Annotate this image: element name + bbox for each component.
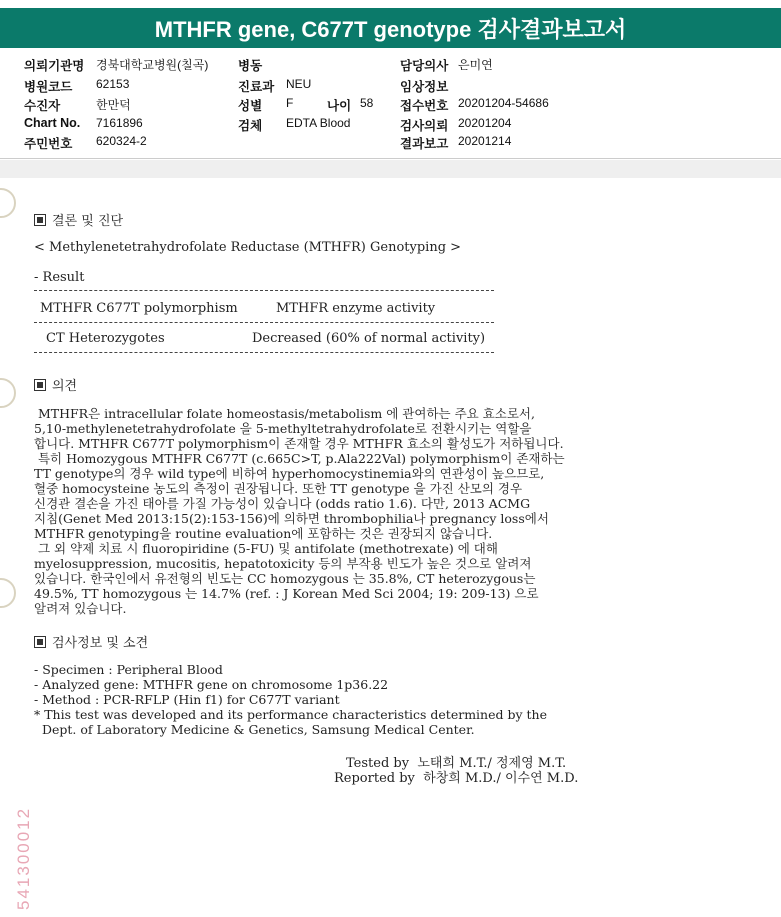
value-institution: 경북대학교병원(칠곡) <box>96 58 209 72</box>
label-request-date: 검사의뢰 <box>400 119 449 133</box>
opinion-line: 지침(Genet Med 2013:15(2):153-156)에 의하면 thrombophilia나 pregnancy loss에서 <box>34 511 549 526</box>
opinion-line: 49.5%, TT homozygous 는 14.7% (ref. : J Korean Med Sci 2004; 19: 209-13) 으로 <box>34 586 539 601</box>
value-accession-no: 20201204-54686 <box>458 96 549 110</box>
test-info-line: - Method : PCR-RFLP (Hin f1) for C677T variant <box>34 692 340 707</box>
section-conclusion-label: 결론 및 진단 <box>52 214 124 229</box>
label-specimen: 검체 <box>238 119 263 133</box>
table-value-genotype: CT Heterozygotes <box>46 331 165 346</box>
opinion-line: 특히 Homozygous MTHFR C677T (c.665C>T, p.Ala222Val) polymorphism이 존재하는 <box>34 451 565 466</box>
patient-info-panel <box>0 48 781 159</box>
table-rule <box>34 352 494 353</box>
panel-divider <box>0 160 781 178</box>
tested-by: Tested by 노태희 M.T./ 정제영 M.T. <box>346 756 567 771</box>
section-conclusion-heading <box>34 210 123 229</box>
section-square-icon <box>34 379 46 391</box>
value-request-date: 20201204 <box>458 116 512 130</box>
report-title-bar <box>0 8 781 48</box>
binder-hole <box>0 578 16 608</box>
value-report-date: 20201214 <box>458 134 512 148</box>
opinion-line: 5,10-methylenetetrahydrofolate 을 5-methyltetrahydrofolate로 전환시키는 역할을 <box>34 421 532 436</box>
binder-hole <box>0 378 16 408</box>
value-specimen: EDTA Blood <box>286 116 351 130</box>
label-resident-no: 주민번호 <box>24 137 73 151</box>
section-test-info-label: 검사정보 및 소견 <box>52 636 149 651</box>
test-info-line: * This test was developed and its performance characteristics determined by the <box>34 707 547 722</box>
value-resident-no: 620324-2 <box>96 134 147 148</box>
opinion-line: 있습니다. 한국인에서 유전형의 빈도는 CC homozygous 는 35.8%, CT heterozygous는 <box>34 571 536 586</box>
binder-hole <box>0 188 16 218</box>
section-opinion-heading <box>34 375 77 394</box>
opinion-line: 알려져 있습니다. <box>34 601 127 616</box>
table-header-polymorphism: MTHFR C677T polymorphism <box>40 301 238 316</box>
label-ward: 병동 <box>238 59 263 73</box>
opinion-line: MTHFR genotyping을 routine evaluation에 포함하는 것은 권장되지 않습니다. <box>34 526 493 541</box>
label-clinical-info: 임상정보 <box>400 80 449 94</box>
section-square-icon <box>34 636 46 648</box>
barcode-text: 541300012 <box>14 806 33 910</box>
value-chart-no: 7161896 <box>96 116 143 130</box>
opinion-line: MTHFR은 intracellular folate homeostasis/metabolism 에 관여하는 주요 효소로서, <box>34 406 535 421</box>
label-report-date: 결과보고 <box>400 137 449 151</box>
opinion-line: 그 외 약제 치료 시 fluoropiridine (5-FU) 및 antifolate (methotrexate) 에 대해 <box>34 541 498 556</box>
label-physician: 담당의사 <box>400 59 449 73</box>
table-rule <box>34 322 494 323</box>
label-chart-no: Chart No. <box>24 116 81 130</box>
report-title: MTHFR gene, C677T genotype 검사결과보고서 <box>154 16 627 42</box>
value-hospital-code: 62153 <box>96 77 130 91</box>
label-age: 나이 <box>327 99 352 113</box>
label-institution: 의뢰기관명 <box>24 59 85 73</box>
label-sex: 성별 <box>238 99 263 113</box>
test-info-line: Dept. of Laboratory Medicine & Genetics, Samsung Medical Center. <box>34 722 475 737</box>
section-square-icon <box>34 214 46 226</box>
value-age: 58 <box>360 96 374 110</box>
opinion-line: myelosuppression, mucositis, hepatotoxicity 등의 부작용 빈도가 높은 것으로 알려져 <box>34 556 532 571</box>
label-department: 진료과 <box>238 80 275 94</box>
barcode-number <box>6 770 36 910</box>
label-accession-no: 접수번호 <box>400 99 449 113</box>
label-patient: 수진자 <box>24 99 61 113</box>
opinion-line: 혈중 homocysteine 농도의 측정이 권장됩니다. 또한 TT genotype 을 가진 산모의 경우 <box>34 481 523 496</box>
table-value-activity: Decreased (60% of normal activity) <box>252 331 486 346</box>
table-header-enzyme: MTHFR enzyme activity <box>276 301 436 316</box>
value-patient: 한만덕 <box>96 98 131 112</box>
label-hospital-code: 병원코드 <box>24 80 73 94</box>
section-opinion-label: 의견 <box>52 379 78 394</box>
section-test-info-heading <box>34 632 148 651</box>
value-department: NEU <box>286 77 312 91</box>
reported-by: Reported by 하창희 M.D./ 이수연 M.D. <box>334 771 579 786</box>
genotyping-title: < Methylenetetrahydrofolate Reductase (MTHFR) Genotyping > <box>34 240 462 255</box>
report-document <box>0 178 781 917</box>
test-info-line: - Specimen : Peripheral Blood <box>34 662 223 677</box>
opinion-line: 합니다. MTHFR C677T polymorphism이 존재할 경우 MTHFR 효소의 활성도가 저하됩니다. <box>34 436 564 451</box>
opinion-line: TT genotype의 경우 wild type에 비하여 hyperhomocystinemia와의 연관성이 높으므로, <box>34 466 545 481</box>
value-sex: F <box>286 96 294 110</box>
opinion-line: 신경관 결손을 가진 태아를 가질 가능성이 있습니다 (odds ratio 1.6). 다만, 2013 ACMG <box>34 496 531 511</box>
test-info-line: - Analyzed gene: MTHFR gene on chromosome 1p36.22 <box>34 677 389 692</box>
table-rule <box>34 290 494 291</box>
result-label: - Result <box>34 270 85 285</box>
value-physician: 은미연 <box>458 58 493 72</box>
